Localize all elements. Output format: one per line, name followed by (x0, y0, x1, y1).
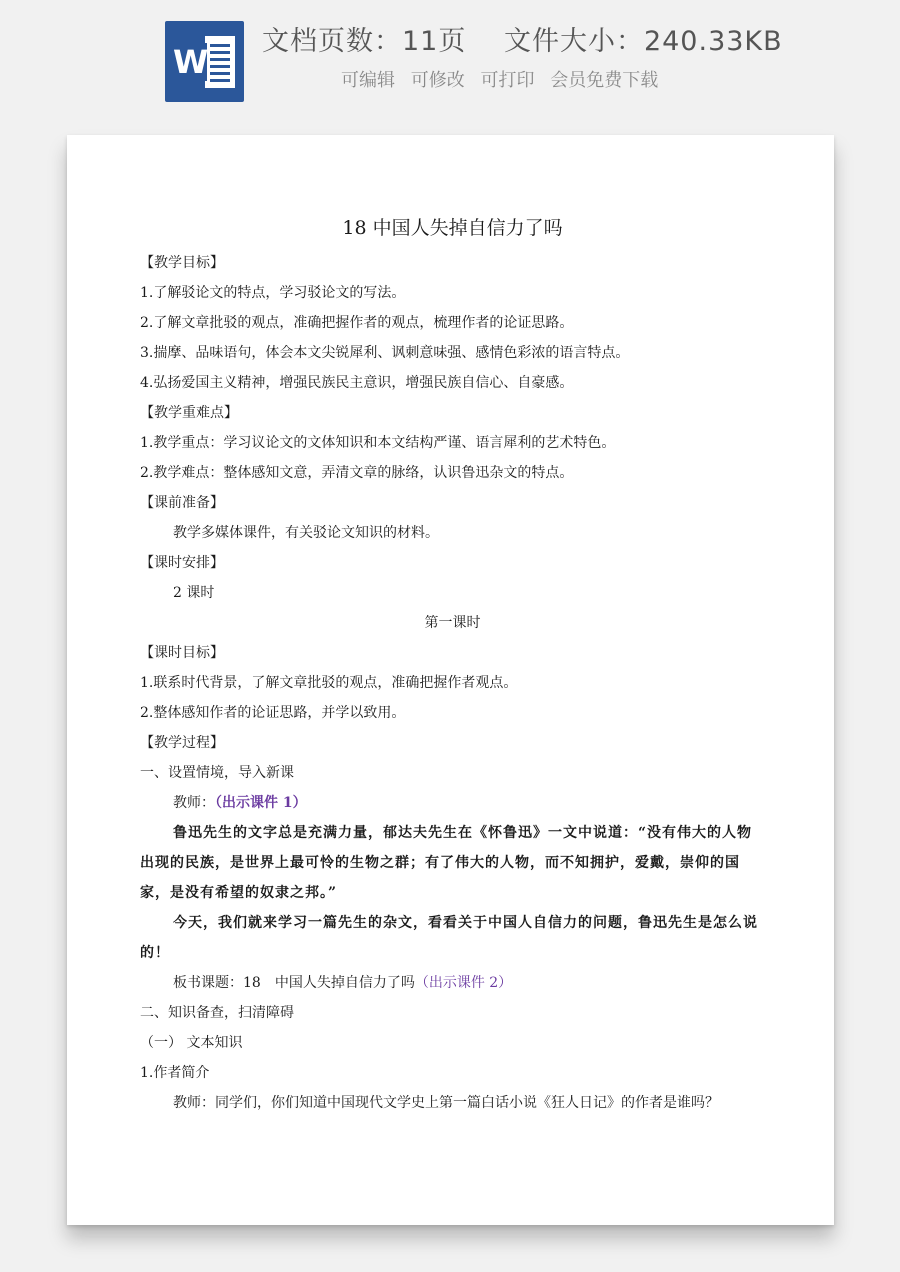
document-info-header (0, 0, 900, 120)
courseware-note: （出示课件 2） (414, 975, 513, 991)
quote-paragraph: 鲁迅先生的文字总是充满力量，郁达夫先生在《怀鲁迅》一文中说道：“没有伟大的人物出现的民族，是世界上最可怜的生物之群；有了伟大的人物，而不知拥护，爱戴，崇仰的国家，是没有希望的奴隶之邦。” (140, 825, 753, 901)
board-title: 板书课题：18 中国人失掉自信力了吗 (173, 975, 415, 991)
teacher-label: 教师： (173, 795, 215, 811)
key-point-item: 1.教学重点：学习议论文的文体知识和本文结构严谨、语言犀利的艺术特色。 (140, 435, 616, 451)
goal-item: 2.了解文章批驳的观点，准确把握作者的观点，梳理作者的论证思路。 (140, 315, 574, 331)
page-count: 文档页数：11页 (262, 26, 467, 57)
feature-editable: 可编辑 (341, 70, 395, 91)
lesson-goal-item: 1.联系时代背景，了解文章批驳的观点，准确把握作者观点。 (140, 675, 518, 691)
step-heading: 一、设置情境，导入新课 (140, 765, 294, 781)
section-heading-goals: 【教学目标】 (140, 255, 224, 271)
key-point-item: 2.教学难点：整体感知文意，弄清文章的脉络，认识鲁迅杂文的特点。 (140, 465, 574, 481)
teacher-line (140, 788, 765, 818)
document-stats (262, 19, 783, 59)
lesson-goal-item: 2.整体感知作者的论证思路，并学以致用。 (140, 705, 406, 721)
board-line (140, 968, 765, 998)
document-content (140, 208, 765, 1118)
subsection-heading: （一） 文本知识 (140, 1035, 243, 1051)
preparation-text: 教学多媒体课件，有关驳论文知识的材料。 (173, 525, 439, 541)
section-heading-preparation: 【课前准备】 (140, 495, 224, 511)
goal-item: 4.弘扬爱国主义精神，增强民族民主意识，增强民族自信心、自豪感。 (140, 375, 574, 391)
word-letter: W (173, 43, 209, 81)
section-heading-key-points: 【教学重难点】 (140, 405, 238, 421)
file-size: 文件大小：240.33KB (503, 26, 783, 57)
feature-modifiable: 可修改 (410, 70, 465, 91)
subsection-item: 1.作者简介 (140, 1065, 210, 1081)
schedule-text: 2 课时 (173, 585, 215, 601)
section-heading-schedule: 【课时安排】 (140, 555, 224, 571)
feature-list (341, 66, 658, 92)
section-heading-process: 【教学过程】 (140, 735, 224, 751)
feature-printable: 可打印 (480, 70, 535, 91)
document-title: 18 中国人失掉自信力了吗 (342, 217, 563, 239)
lesson-title: 第一课时 (424, 615, 481, 631)
step-heading: 二、知识备查，扫清障碍 (140, 1005, 294, 1021)
section-heading-lesson-goals: 【课时目标】 (140, 645, 224, 661)
feature-member-download: 会员免费下载 (550, 70, 659, 91)
goal-item: 3.揣摩、品味语句，体会本文尖锐犀利、讽刺意味强、感情色彩浓的语言特点。 (140, 345, 630, 361)
intro-paragraph: 今天，我们就来学习一篇先生的杂文，看看关于中国人自信力的问题，鲁迅先生是怎么说的！ (140, 915, 758, 961)
goal-item: 1.了解驳论文的特点，学习驳论文的写法。 (140, 285, 406, 301)
courseware-note: （出示课件 1） (215, 795, 307, 811)
teacher-question: 教师：同学们，你们知道中国现代文学史上第一篇白话小说《狂人日记》的作者是谁吗？ (173, 1095, 719, 1111)
word-document-icon (165, 21, 244, 102)
